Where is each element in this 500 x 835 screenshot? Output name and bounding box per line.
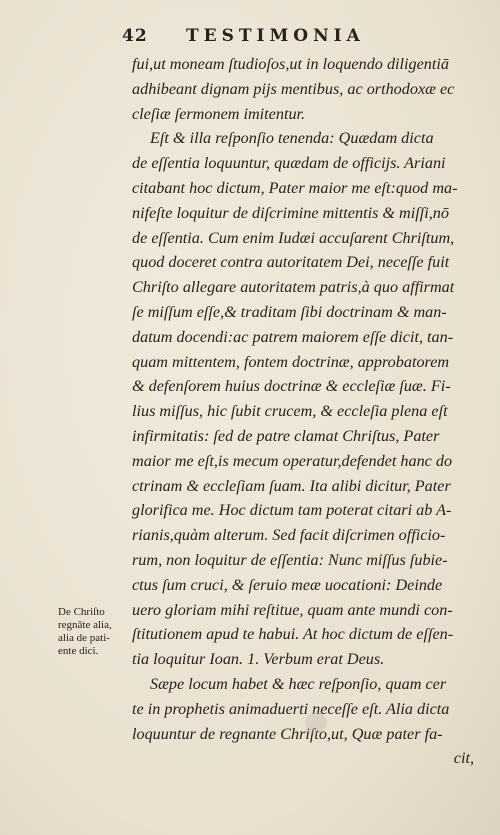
text-line: rum, non loquitur de eſſentia: Nunc miſſus ſubie- xyxy=(132,550,448,569)
page-header xyxy=(122,26,452,48)
text-line: ſe miſſum eſſe,& traditam ſibi doctrinam & man- xyxy=(132,302,447,321)
margin-note-line: regnāte alia, xyxy=(58,619,112,631)
page-number: 42 xyxy=(122,26,148,46)
text-line: ctus ſum cruci, & ſeruio meæ uocationi: Deinde xyxy=(132,575,443,594)
text-line: loquuntur de regnante Chriſto,ut, Quæ pater fa- xyxy=(132,724,443,743)
text-line: ctrinam & eccleſiam ſuam. Ita alibi dicitur, Pater xyxy=(132,476,451,495)
text-line: citabant hoc dictum, Pater maior me eſt:quod ma- xyxy=(132,178,458,197)
text-line: quod doceret contra autoritatem Dei, neceſſe fuit xyxy=(132,253,450,272)
text-line: tia loquitur Ioan. 1. Verbum erat Deus. xyxy=(132,650,385,669)
text-line: lius miſſus, hic ſubit crucem, & eccleſia plena eſt xyxy=(132,402,448,421)
margin-note-line: De Chriſto xyxy=(58,606,105,618)
catchword: cit, xyxy=(453,749,474,768)
text-line: Sæpe locum habet & hæc reſponſio, quam cer xyxy=(150,674,447,693)
text-line: maior me eſt,is mecum operatur,defendet hanc do xyxy=(132,451,453,470)
text-line: quam mittentem, fontem doctrinæ, approbatorem xyxy=(132,352,450,371)
body-text xyxy=(132,52,474,771)
paper-stain xyxy=(305,712,327,734)
text-line: Chriſto allegare autoritatem patris,à quo affirmat xyxy=(132,278,455,297)
text-line: & defenſorem huius doctrinæ & eccleſiæ ſuæ. Fi- xyxy=(132,377,451,396)
text-line: infirmitatis: ſed de patre clamat Chriſtus, Pater xyxy=(132,426,440,445)
text-line: uero gloriam mihi reſtitue, quam ante mundi con- xyxy=(132,600,453,619)
text-line: nifeſte loquitur de diſcrimine mittentis & miſſi,nō xyxy=(132,203,449,222)
margin-note xyxy=(58,606,132,658)
text-line: te in prophetis animaduerti neceſſe eſt. Alia dicta xyxy=(132,699,450,718)
text-line: adhibeant dignam pijs mentibus, ac orthodoxæ ec xyxy=(132,79,455,98)
text-line: datum docendi:ac patrem maiorem eſſe dicit, tan- xyxy=(132,327,454,346)
text-line: de eſſentia loquuntur, quædam de officijs. Ariani xyxy=(132,154,446,173)
margin-note-line: alia de pati- xyxy=(58,632,110,644)
text-line: ſtitutionem apud te habui. At hoc dictum de eſſen- xyxy=(132,625,454,644)
text-line: rianis,quàm alterum. Sed facit diſcrimen officio- xyxy=(132,526,446,545)
text-line: cleſiæ ſermonem imitentur. xyxy=(132,104,306,123)
text-line: glorifica me. Hoc dictum tam poterat citari ab A- xyxy=(132,501,452,520)
running-head: TESTIMONIA xyxy=(186,26,365,46)
text-line: Eſt & illa reſponſio tenenda: Quædam dicta xyxy=(150,129,434,148)
margin-note-line: ente dici. xyxy=(58,645,99,657)
text-line: fui,ut moneam ſtudioſos,ut in loquendo diligentiā xyxy=(132,55,449,73)
text-line: de eſſentia. Cum enim Iudæi accuſarent Chriſtum, xyxy=(132,228,455,247)
